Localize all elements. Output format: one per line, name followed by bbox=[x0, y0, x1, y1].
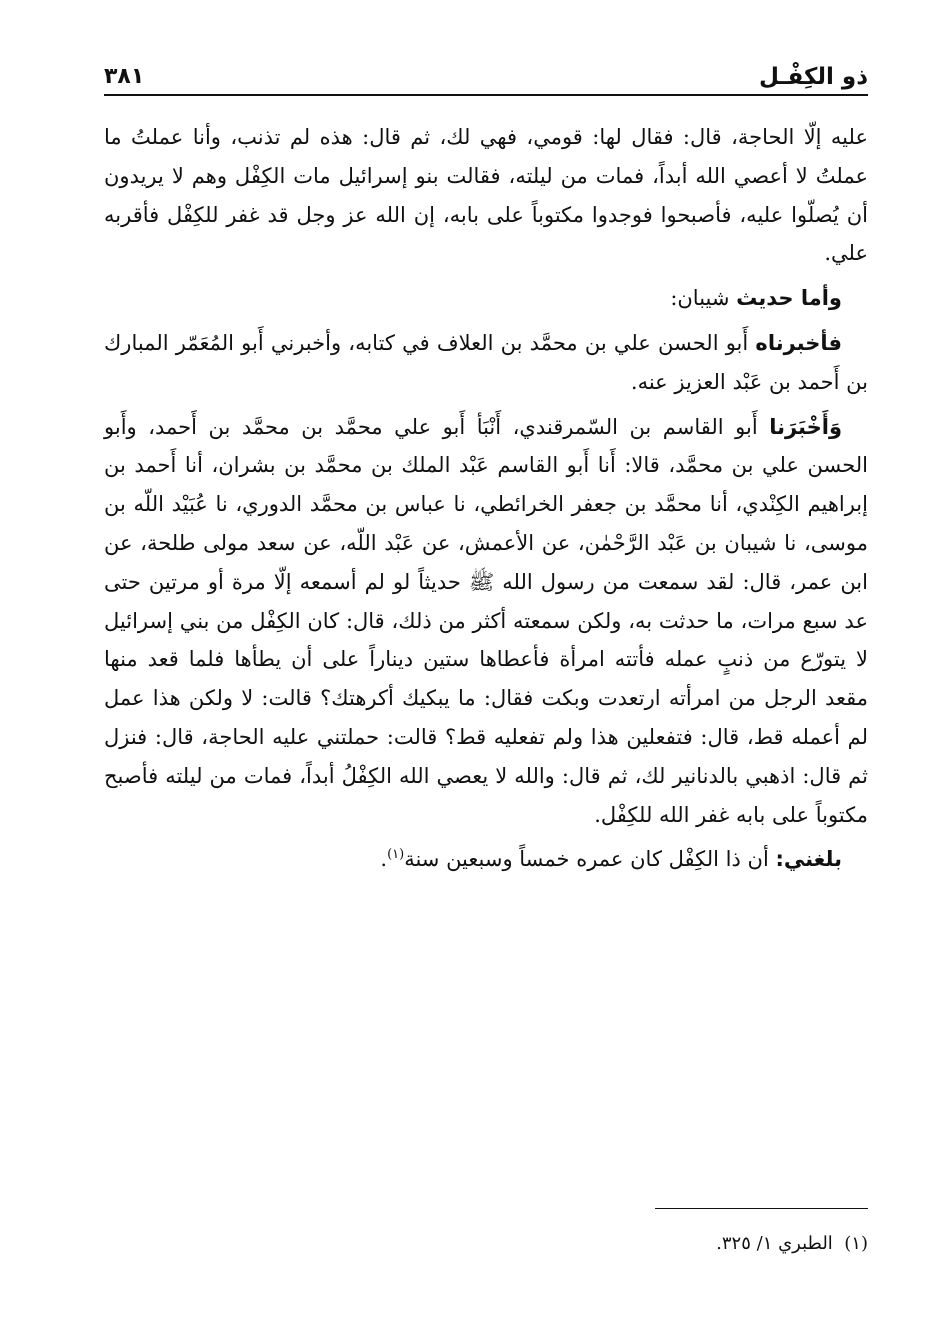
paragraph-tail: . bbox=[380, 847, 388, 872]
main-text bbox=[104, 118, 868, 885]
header-divider bbox=[104, 94, 868, 96]
page-number: ٣٨١ bbox=[104, 64, 145, 89]
footnote-reference[interactable]: (١) bbox=[387, 847, 405, 863]
chapter-title: ذو الكِفْـل bbox=[759, 64, 868, 90]
footnote-divider bbox=[655, 1208, 868, 1209]
paragraph bbox=[104, 408, 868, 835]
paragraph-text: شيبان: bbox=[670, 286, 737, 311]
paragraph-lead: فأخبرناه bbox=[755, 330, 842, 355]
footnote-text: الطبري ١/ ٣٢٥. bbox=[716, 1233, 833, 1254]
paragraph-lead: وأما حديث bbox=[736, 286, 842, 311]
paragraph bbox=[104, 279, 868, 318]
paragraph bbox=[104, 324, 868, 402]
paragraph-text: عليه إلّا الحاجة، قال: فقال لها: قومي، فهي لك، ثم قال: هذه لم تذنب، وأنا عملتُ ما عملتُ لا أعصي الله أبداً، فمات من ليلته، فقالت بنو إسرائيل مات الكِفْل وهم لا يريدون أن يُصلّوا عليه، فأصبحوا فوجدوا مكتوباً على بابه، إن الله عز وجل قد غفر للكِفْل فأقربه علي. bbox=[104, 125, 868, 266]
footnote bbox=[104, 1230, 868, 1258]
paragraph-lead: وَأَخْبَرَنا bbox=[769, 414, 842, 439]
paragraph-text: أن ذا الكِفْل كان عمره خمساً وسبعين سنة bbox=[404, 847, 776, 872]
paragraph bbox=[104, 840, 868, 879]
page-header bbox=[104, 58, 868, 92]
paragraph-text: أَبو القاسم بن السّمرقندي، أَنْبَأ أَبو علي محمَّد بن محمَّد بن أَحمد، وأَبو الحسن علي بن محمَّد، قالا: أَنا أَبو القاسم عَبْد الملك بن محمَّد بن بشران، أنا أَحمد بن إبراهيم الكِنْدي، أنا محمَّد بن جعفر الخرائطي، نا عباس بن محمَّد الدوري، نا عُبَيْد اللّه بن موسى، نا شيبان بن عَبْد الرَّحْمٰن، عن الأعمش، عن عَبْد اللّه، عن سعد مولى طلحة، عن ابن عمر، قال: لقد سمعت من رسول الله ﷺ حديثاً لو لم أسمعه إلّا مرة أو مرتين حتى عد سبع مرات، ما حدثت به، ولكن سمعته أكثر من ذلك، قال: كان الكِفْل من بني إسرائيل لا يتورّع من ذنبٍ عمله فأتته امرأة فأعطاها ستين ديناراً على أن يطأها فلما قعد منها مقعد الرجل من امرأته ارتعدت وبكت فقال: ما يبكيك أكرهتك؟ قالت: لا ولكن هذا عمل لم أعمله قط، قال: فتفعلين هذا ولم تفعليه قط؟ قالت: حملتني عليه الحاجة، قال: فنزل ثم قال: اذهبي بالدنانير لك، ثم قال: والله لا يعصي الله الكِفْلُ أبداً، فمات من ليلته فأصبح مكتوباً على بابه غفر الله للكِفْل. bbox=[104, 414, 868, 827]
footnote-marker: (١) bbox=[844, 1233, 868, 1254]
paragraph-text: أَبو الحسن علي بن محمَّد بن العلاف في كتابه، وأخبرني أَبو المُعَمّر المبارك بن أَحمد بن عَبْد العزيز عنه. bbox=[104, 330, 868, 394]
paragraph-lead: بلغني: bbox=[775, 847, 842, 872]
paragraph bbox=[104, 118, 868, 273]
